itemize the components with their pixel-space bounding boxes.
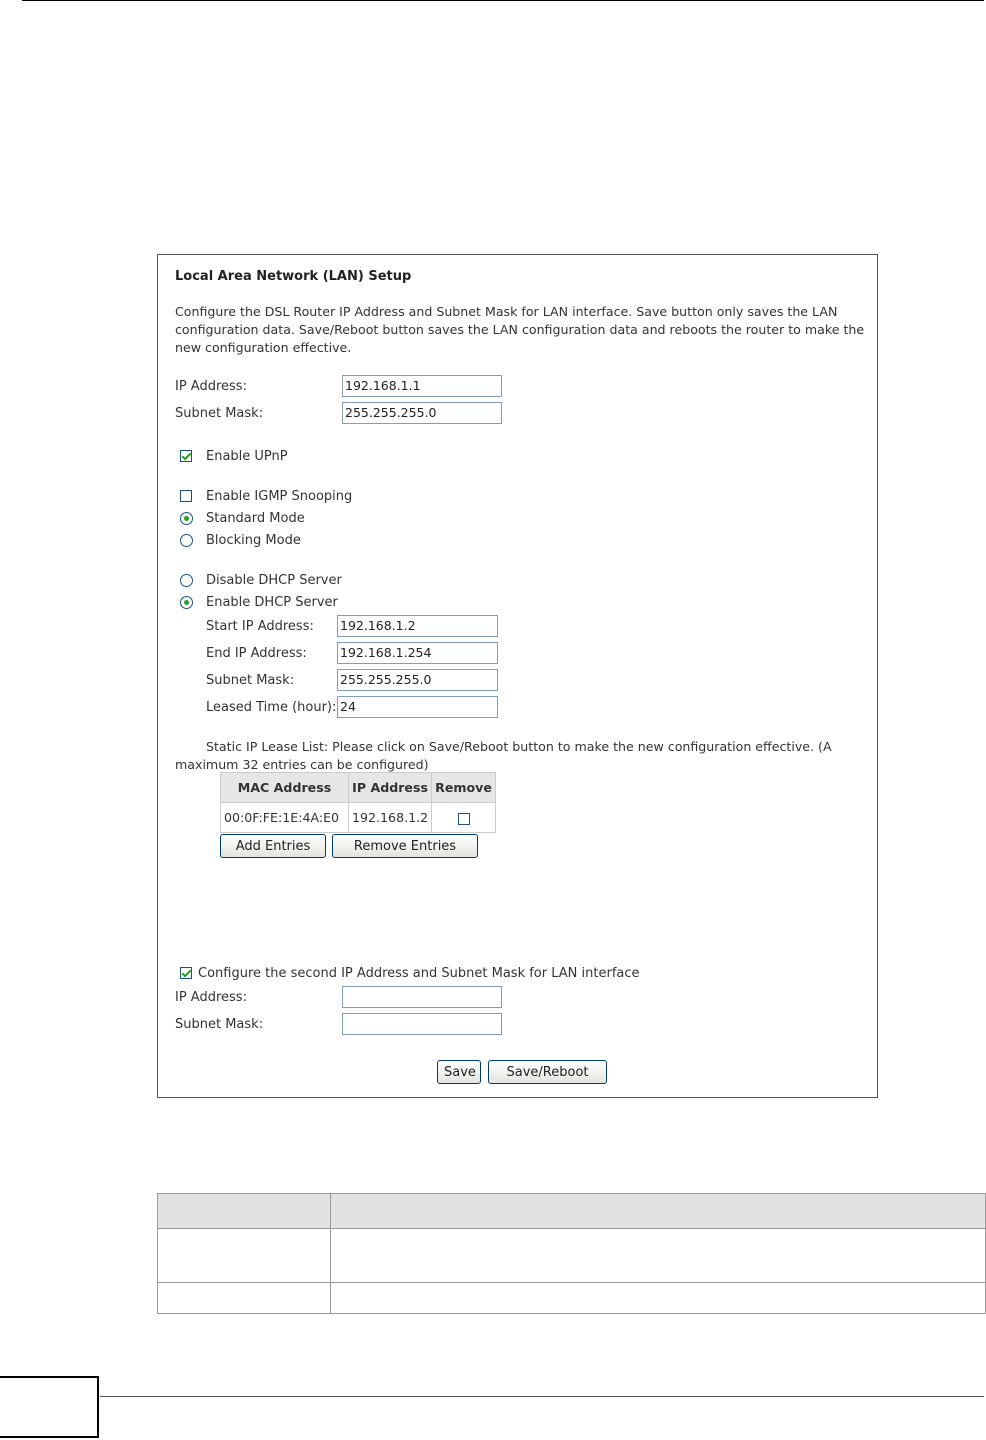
static-lease-note: Static IP Lease List: Please click on Save/Reboot button to make the new configuration effective. (A <box>206 739 832 754</box>
description-header-desc <box>331 1194 986 1229</box>
lan-setup-panel <box>157 254 878 1098</box>
second-ip-address-input[interactable] <box>342 986 502 1008</box>
start-ip-label: Start IP Address: <box>206 619 314 634</box>
panel-description: Configure the DSL Router IP Address and Subnet Mask for LAN interface. Save button only saves the LAN configuration data. Save/Reboot button saves the LAN configuration data and reboots the router to make the new configuration effective. <box>175 304 865 355</box>
description-cell-label <box>158 1229 331 1283</box>
column-remove: Remove <box>432 773 496 803</box>
static-lease-table <box>220 772 496 833</box>
lease-ip-cell: 192.168.1.2 <box>349 803 432 833</box>
description-table <box>157 1193 986 1314</box>
second-ip-label: Configure the second IP Address and Subnet Mask for LAN interface <box>198 966 640 981</box>
column-mac-address: MAC Address <box>221 773 349 803</box>
static-lease-note-2: maximum 32 entries can be configured) <box>175 757 429 772</box>
enable-igmp-label: Enable IGMP Snooping <box>206 489 353 504</box>
table-row <box>158 1229 986 1283</box>
enable-dhcp-radio[interactable] <box>180 596 193 609</box>
second-subnet-mask-label: Subnet Mask: <box>175 1017 264 1032</box>
subnet-mask-input[interactable] <box>342 402 502 424</box>
save-button[interactable]: Save <box>437 1060 481 1084</box>
end-ip-label: End IP Address: <box>206 646 307 661</box>
page-footer-rule <box>100 1396 984 1397</box>
column-ip-address: IP Address <box>349 773 432 803</box>
enable-dhcp-label: Enable DHCP Server <box>206 595 338 610</box>
static-lease-header-row <box>221 773 496 803</box>
enable-igmp-checkbox[interactable] <box>180 490 192 502</box>
second-ip-address-label: IP Address: <box>175 990 247 1005</box>
blocking-mode-radio[interactable] <box>180 534 193 547</box>
dhcp-subnet-mask-input[interactable] <box>337 669 498 691</box>
standard-mode-radio[interactable] <box>180 512 193 525</box>
remove-entries-button[interactable]: Remove Entries <box>332 834 478 858</box>
second-ip-checkbox[interactable] <box>180 967 192 979</box>
description-header-row <box>158 1194 986 1229</box>
panel-title: Local Area Network (LAN) Setup <box>175 269 412 284</box>
dhcp-subnet-mask-label: Subnet Mask: <box>206 673 295 688</box>
leased-time-label: Leased Time (hour): <box>206 700 337 715</box>
table-row <box>158 1283 986 1314</box>
blocking-mode-label: Blocking Mode <box>206 533 301 548</box>
end-ip-input[interactable] <box>337 642 498 664</box>
description-cell-label <box>158 1283 331 1314</box>
disable-dhcp-radio[interactable] <box>180 574 193 587</box>
enable-upnp-label: Enable UPnP <box>206 449 288 464</box>
ip-address-input[interactable] <box>342 375 502 397</box>
page-top-rule <box>22 0 984 1</box>
subnet-mask-label: Subnet Mask: <box>175 406 264 421</box>
page-number-box <box>0 1376 99 1438</box>
lease-remove-cell <box>432 803 496 833</box>
ip-address-label: IP Address: <box>175 379 247 394</box>
add-entries-button[interactable]: Add Entries <box>220 834 326 858</box>
save-reboot-button[interactable]: Save/Reboot <box>488 1060 607 1084</box>
table-row <box>221 803 496 833</box>
start-ip-input[interactable] <box>337 615 498 637</box>
description-header-label <box>158 1194 331 1229</box>
description-cell-desc <box>331 1229 986 1283</box>
lease-remove-checkbox[interactable] <box>458 813 470 825</box>
lease-mac-cell: 00:0F:FE:1E:4A:E0 <box>221 803 349 833</box>
leased-time-input[interactable] <box>337 696 498 718</box>
second-subnet-mask-input[interactable] <box>342 1013 502 1035</box>
disable-dhcp-label: Disable DHCP Server <box>206 573 342 588</box>
enable-upnp-checkbox[interactable] <box>180 450 192 462</box>
standard-mode-label: Standard Mode <box>206 511 305 526</box>
description-cell-desc <box>331 1283 986 1314</box>
